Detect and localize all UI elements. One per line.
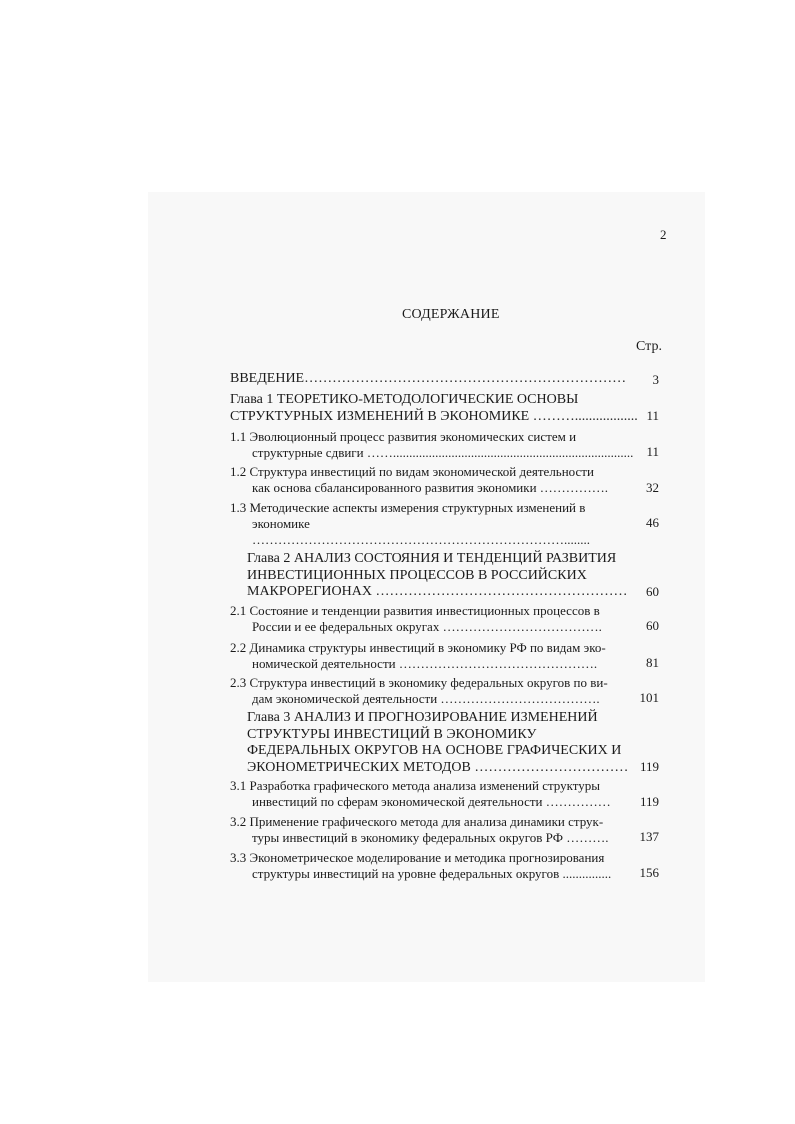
toc-entry-line: 2.1 Состояние и тенденции развития инвестиционных процессов в: [230, 603, 600, 618]
toc-entry-line: 3.2 Применение графического метода для анализа динамики струк-: [230, 814, 604, 829]
page-column-label: Стр.: [636, 339, 662, 354]
toc-entry-line: инвестиций по сферам экономической деятельности ……………: [252, 794, 611, 809]
toc-entry-line: СТРУКТУРНЫХ ИЗМЕНЕНИЙ В ЭКОНОМИКЕ ………..................: [230, 408, 638, 424]
toc-entry-section-2-1: [230, 603, 670, 635]
toc-entry-line: 3.3 Эконометрическое моделирование и методика прогнозирования: [230, 850, 605, 865]
toc-entry-line: ВВЕДЕНИЕ……………………………………………………………: [230, 371, 627, 386]
toc-entry-line: МАКРОРЕГИОНАХ ………………………………………………: [247, 584, 628, 599]
toc-entry-page: 11: [646, 444, 659, 459]
toc-entry-introduction: [230, 371, 670, 388]
toc-entry-line: структурные сдвиги ……..........................................................................: [252, 445, 634, 460]
page-number: 2: [660, 227, 667, 242]
toc-entry-line: 1.3 Методические аспекты измерения структурных изменений в: [230, 500, 586, 515]
toc-entry-line: Глава 3 АНАЛИЗ И ПРОГНОЗИРОВАНИЕ ИЗМЕНЕНИЙ: [247, 710, 598, 725]
toc-entry-page: 60: [646, 584, 659, 599]
toc-title: СОДЕРЖАНИЕ: [402, 307, 500, 322]
toc-entry-page: 119: [639, 759, 659, 774]
toc-entry-line: ………………………………………………………………........: [252, 532, 590, 547]
toc-entry-line: экономике: [252, 516, 310, 531]
toc-entry-page: 60: [646, 618, 659, 633]
toc-entry-chapter-1: [230, 392, 670, 425]
toc-entry-line: туры инвестиций в экономику федеральных округов РФ ……….: [252, 830, 609, 845]
toc-entry-page: 156: [639, 865, 659, 880]
toc-entry-page: 32: [646, 480, 659, 495]
toc-entry-section-1-2: [230, 464, 670, 496]
toc-entry-line: России и ее федеральных округах ……………………………….: [252, 619, 602, 634]
toc-entry-section-2-2: [230, 640, 670, 672]
toc-entry-page: 137: [639, 829, 659, 844]
toc-entry-section-2-3: [230, 675, 670, 707]
toc-entry-line: структуры инвестиций на уровне федеральных округов ...............: [252, 866, 612, 881]
toc-entry-page: 101: [639, 690, 659, 705]
toc-entry-page: 119: [639, 794, 659, 809]
toc-entry-line: Глава 1 ТЕОРЕТИКО-МЕТОДОЛОГИЧЕСКИЕ ОСНОВЫ: [230, 392, 579, 407]
toc-entry-line: ФЕДЕРАЛЬНЫХ ОКРУГОВ НА ОСНОВЕ ГРАФИЧЕСКИХ И: [247, 743, 622, 758]
toc-entry-line: СТРУКТУРЫ ИНВЕСТИЦИЙ В ЭКОНОМИКУ: [247, 726, 537, 742]
toc-entry-line: номической деятельности ……………………………………….: [252, 656, 598, 671]
toc-entry-line: 2.3 Структура инвестиций в экономику федеральных округов по ви-: [230, 675, 608, 690]
toc-entry-line: как основа сбалансированного развития экономики …………….: [252, 480, 609, 495]
toc-entry-line: ЭКОНОМЕТРИЧЕСКИХ МЕТОДОВ ……………………………: [247, 759, 629, 775]
toc-entry-line: 1.2 Структура инвестиций по видам экономической деятельности: [230, 464, 594, 479]
toc-entry-section-1-3: [230, 500, 670, 548]
toc-entry-page: 11: [646, 408, 659, 423]
toc-entry-line: ИНВЕСТИЦИОННЫХ ПРОЦЕССОВ В РОССИЙСКИХ: [247, 567, 587, 583]
toc-entry-line: дам экономической деятельности ……………………………….: [252, 691, 600, 706]
toc-entry-section-3-1: [230, 778, 670, 810]
toc-entry-section-3-2: [230, 814, 670, 846]
toc-entry-page: 3: [652, 372, 659, 387]
toc-entry-line: Глава 2 АНАЛИЗ СОСТОЯНИЯ И ТЕНДЕНЦИЙ РАЗВИТИЯ: [247, 551, 617, 566]
toc-entry-line: 3.1 Разработка графического метода анализа изменений структуры: [230, 778, 601, 793]
toc-entry-line: 1.1 Эволюционный процесс развития экономических систем и: [230, 429, 577, 444]
toc-entry-line: 2.2 Динамика структуры инвестиций в экономику РФ по видам эко-: [230, 640, 606, 655]
toc-entry-section-3-3: [230, 850, 670, 882]
toc-entry-section-1-1: [230, 429, 670, 461]
toc-entry-page: 46: [646, 515, 659, 530]
toc-entry-page: 81: [646, 655, 659, 670]
